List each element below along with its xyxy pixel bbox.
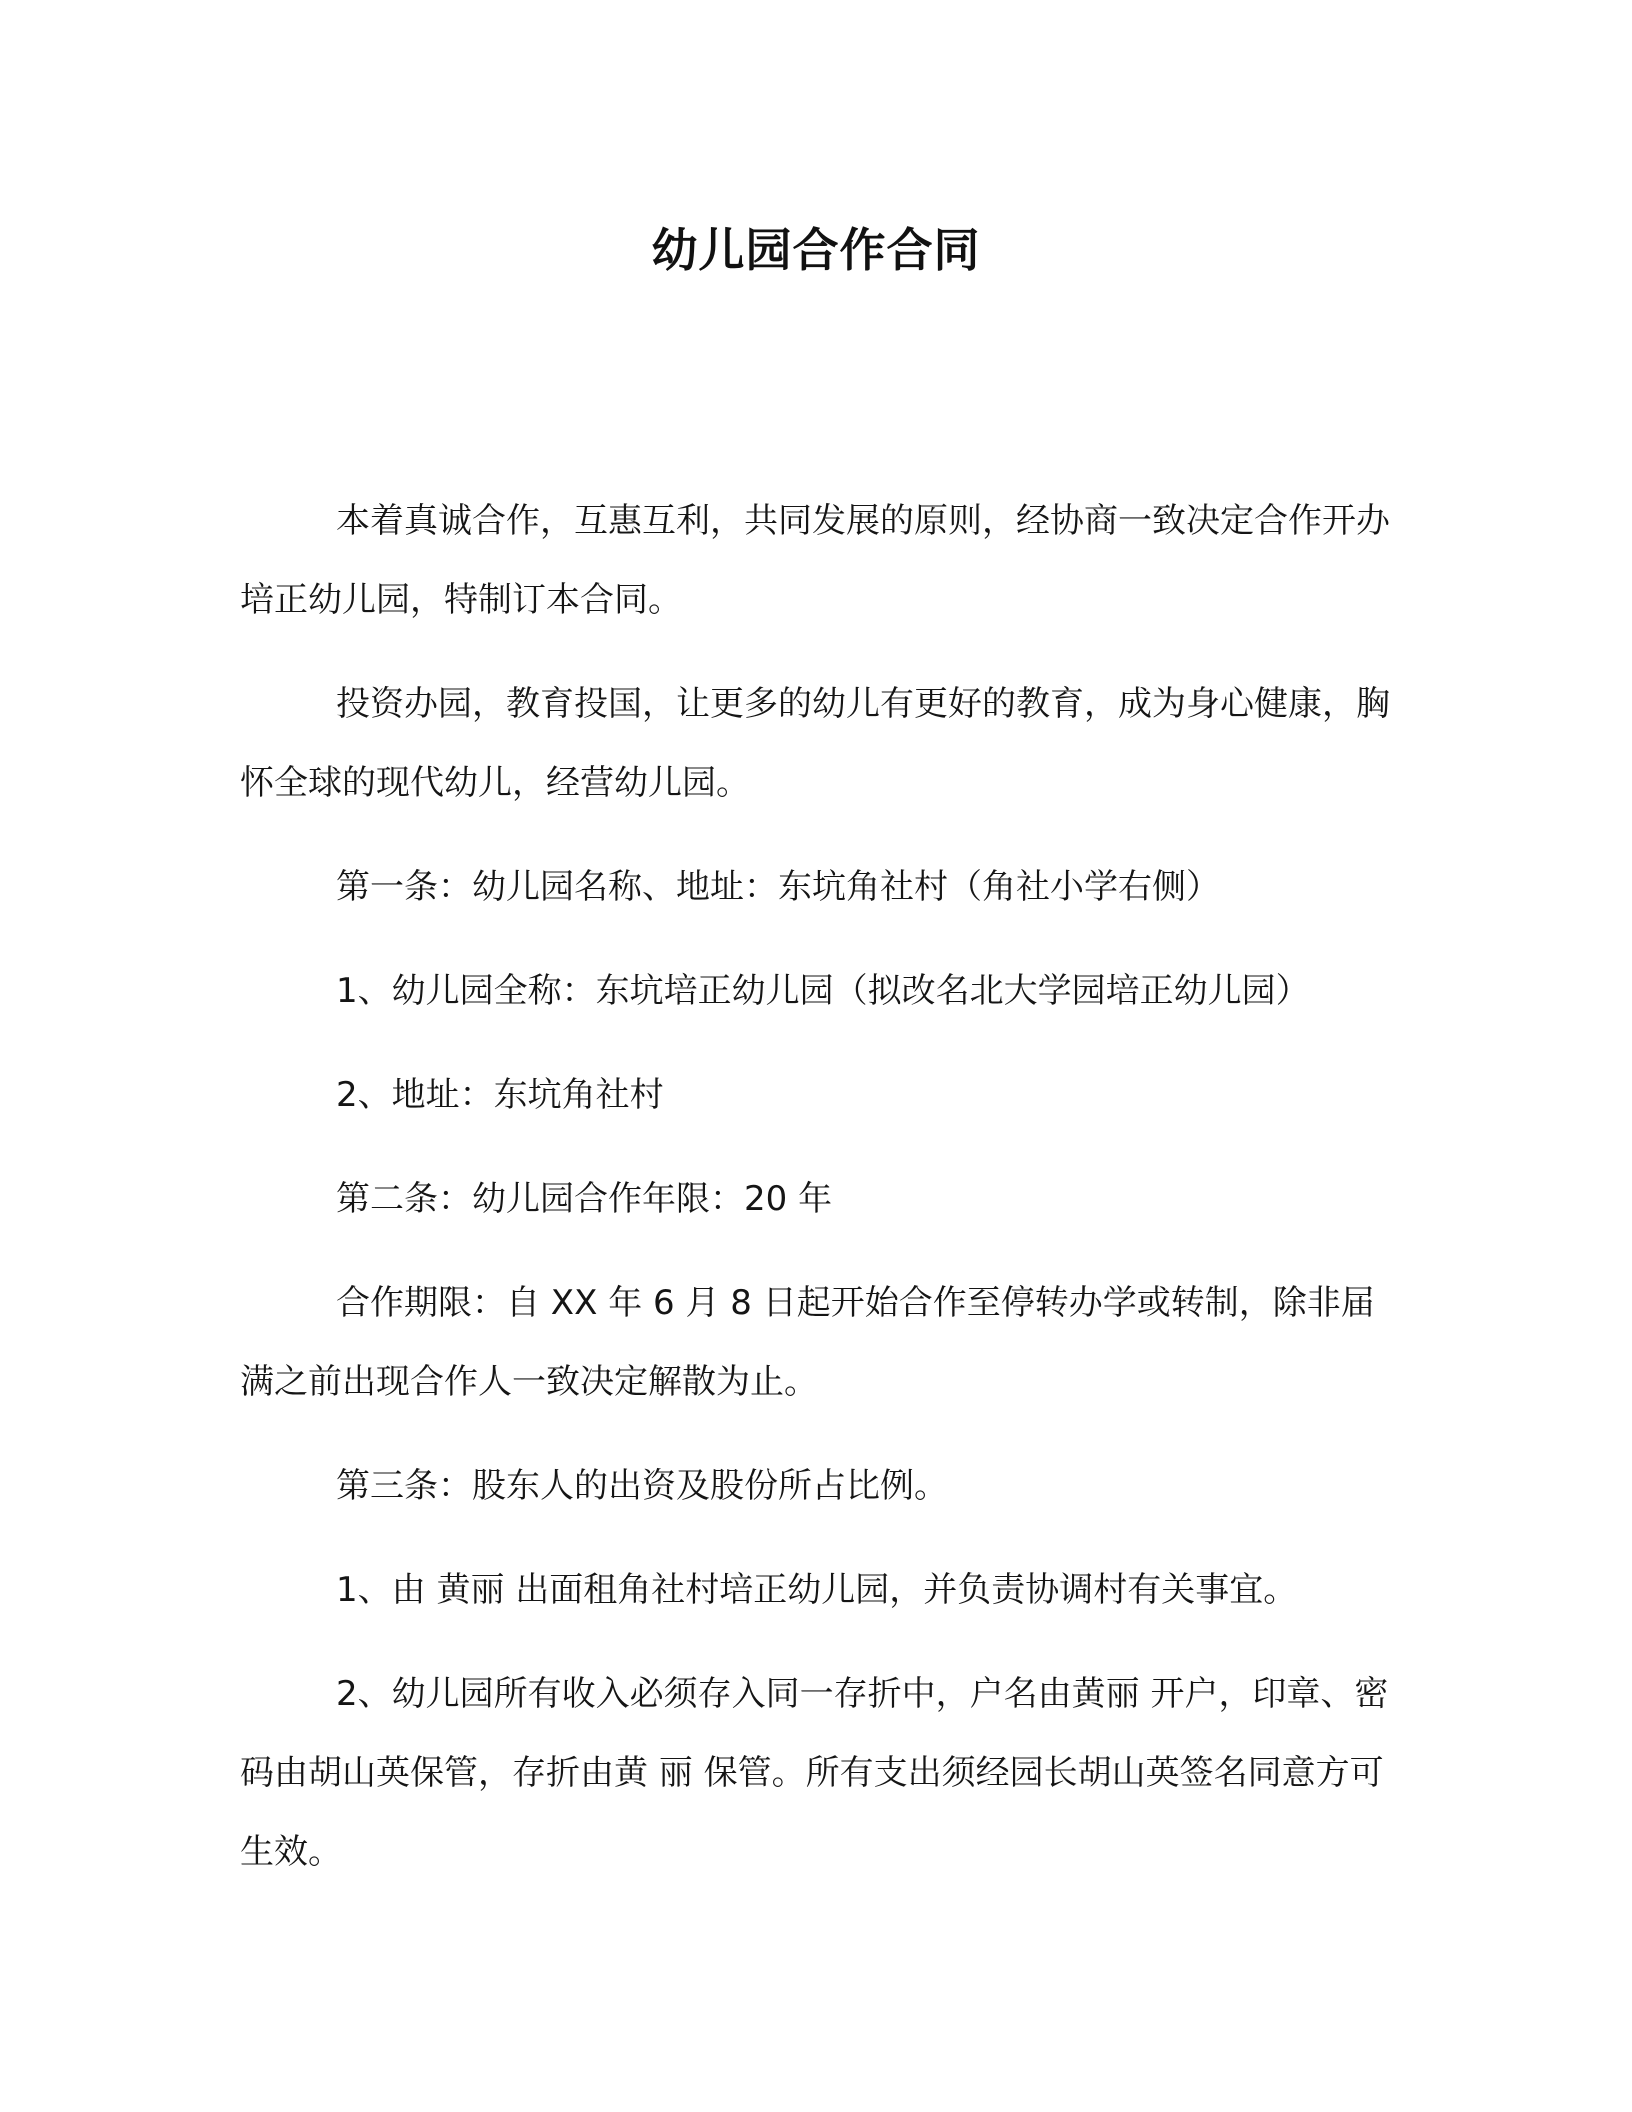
document-title: 幼儿园合作合同 [651,223,981,277]
article-1-item-2: 2、地址：东坑角社村 [336,1075,664,1115]
paragraph-preamble: 本着真诚合作，互惠互利，共同发展的原则，经协商一致决定合作开办培正幼儿园，特制订本合同。 [240,501,1390,620]
article-1-heading: 第一条：幼儿园名称、地址：东坑角社村（角社小学右侧） [336,867,1220,907]
article-2-heading: 第二条：幼儿园合作年限：20 年 [336,1179,833,1219]
article-2-term: 合作期限：自 XX 年 6 月 8 日起开始合作至停转办学或转制，除非届满之前出现合作人一致决定解散为止。 [240,1283,1375,1402]
article-3-item-2: 2、幼儿园所有收入必须存入同一存折中，户名由黄丽 开户，印章、密码由胡山英保管，存折由黄 丽 保管。所有支出须经园长胡山英签名同意方可生效。 [240,1674,1389,1872]
paragraph-purpose: 投资办园，教育投国，让更多的幼儿有更好的教育，成为身心健康，胸怀全球的现代幼儿，经营幼儿园。 [240,684,1390,803]
article-3-heading: 第三条：股东人的出资及股份所占比例。 [336,1466,948,1506]
article-3-item-1: 1、由 黄丽 出面租角社村培正幼儿园，并负责协调村有关事宜。 [336,1570,1298,1610]
article-1-item-1: 1、幼儿园全称：东坑培正幼儿园（拟改名北大学园培正幼儿园） [336,971,1310,1011]
document-body [240,482,1392,1917]
